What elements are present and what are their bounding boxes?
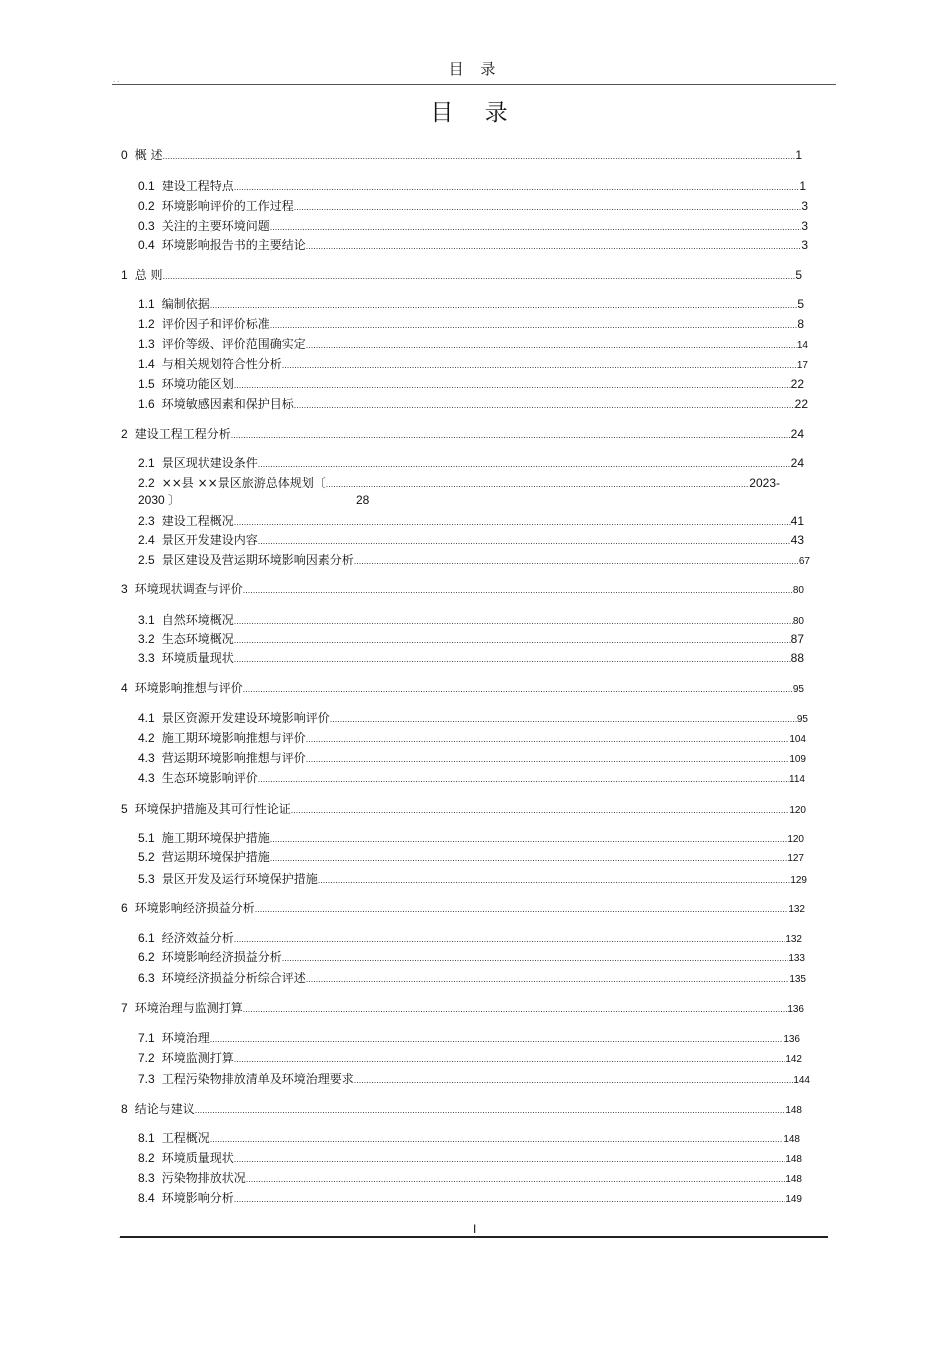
toc-entry-number: 3.2 xyxy=(138,632,155,646)
toc-chapter-entry[interactable] xyxy=(121,267,802,284)
toc-entry-page: 127 xyxy=(787,853,804,864)
toc-dot-leader xyxy=(234,179,800,195)
toc-dot-leader xyxy=(270,850,788,866)
header-corner-marks: · · xyxy=(113,78,120,86)
toc-section-entry[interactable] xyxy=(138,198,808,215)
toc-entry-page: 22 xyxy=(790,377,804,391)
toc-entry-page: 80 xyxy=(792,616,804,627)
toc-chapter-entry[interactable] xyxy=(121,680,804,698)
toc-section-entry[interactable] xyxy=(138,455,804,472)
toc-dot-leader xyxy=(306,731,790,747)
toc-dot-leader xyxy=(282,357,797,373)
toc-dot-leader xyxy=(234,613,793,629)
toc-entry-label: 施工期环境保护措施 xyxy=(161,831,270,845)
toc-section-entry[interactable] xyxy=(138,356,808,374)
toc-entry-page: 120 xyxy=(789,805,806,816)
toc-entry-number: 1.5 xyxy=(138,377,155,391)
toc-entry-label: 环境质量现状 xyxy=(161,651,234,665)
toc-entry-label: 环境质量现状 xyxy=(161,1151,234,1165)
toc-dot-leader xyxy=(243,681,793,697)
toc-entry-number: 1.4 xyxy=(138,357,155,371)
toc-entry-number: 6 xyxy=(121,901,128,915)
toc-entry-page: 5 xyxy=(797,297,804,311)
toc-dot-leader xyxy=(306,337,797,353)
toc-entry[interactable] xyxy=(138,475,780,508)
toc-entry-label: 景区资源开发建设环境影响评价 xyxy=(161,711,330,725)
toc-entry-label: 环境影响评价的工作过程 xyxy=(161,199,294,213)
toc-entry-page-continued: 28 xyxy=(356,493,370,507)
toc-entry-label: 环境功能区划 xyxy=(161,377,234,391)
toc-entry-label: 营运期环境保护措施 xyxy=(161,850,270,864)
toc-dot-leader xyxy=(234,1051,786,1067)
toc-entry-number: 1.2 xyxy=(138,317,155,331)
toc-entry-page: 149 xyxy=(785,1194,802,1205)
toc-section-entry[interactable] xyxy=(138,1130,800,1148)
toc-entry-number: 8 xyxy=(121,1102,128,1116)
toc-section-entry[interactable] xyxy=(138,1150,802,1168)
toc-entry-page: 80 xyxy=(792,585,804,596)
toc-entry-page: 144 xyxy=(793,1075,810,1086)
toc-entry-page: 114 xyxy=(789,774,805,785)
toc-entry-page: 148 xyxy=(785,1174,802,1185)
toc-entry-label: 工程概况 xyxy=(161,1131,210,1145)
toc-dot-leader xyxy=(306,971,790,987)
toc-entry-label: 建设工程概况 xyxy=(161,514,234,528)
toc-entry-label: 环境保护措施及其可行性论证 xyxy=(134,802,291,816)
toc-entry-number: 7.1 xyxy=(138,1031,155,1045)
toc-section-entry[interactable] xyxy=(138,930,802,948)
toc-entry-page: 120 xyxy=(787,834,804,845)
toc-entry-number: 0.2 xyxy=(138,199,155,213)
toc-entry-label: 经济效益分析 xyxy=(161,931,234,945)
toc-dot-leader xyxy=(270,831,788,847)
toc-entry-page: 67 xyxy=(798,556,810,567)
toc-entry-number: 4.1 xyxy=(138,711,155,725)
toc-entry-number: 5.2 xyxy=(138,850,155,864)
toc-entry-number: 6.1 xyxy=(138,931,155,945)
footer-rule xyxy=(120,1236,828,1238)
toc-entry-page: 8 xyxy=(797,317,804,331)
toc-entry-label: 环境治理与监测打算 xyxy=(134,1001,243,1015)
toc-entry-number: 1.6 xyxy=(138,397,155,411)
toc-entry-number: 4.2 xyxy=(138,731,155,745)
toc-entry-label: 景区开发及运行环境保护措施 xyxy=(161,872,318,886)
toc-entry-number: 0.3 xyxy=(138,219,155,233)
toc-entry-label: 景区开发建设内容 xyxy=(161,533,258,547)
toc-dot-leader xyxy=(163,268,796,284)
toc-section-entry[interactable] xyxy=(138,532,804,549)
toc-dot-leader xyxy=(258,533,791,549)
toc-entry-page: 148 xyxy=(785,1105,802,1116)
toc-entry-number: 8.2 xyxy=(138,1151,155,1165)
toc-entry-label: 关注的主要环境问题 xyxy=(161,219,270,233)
document-title: 目 录 xyxy=(430,100,520,126)
toc-dot-leader xyxy=(258,456,791,472)
toc-dot-leader xyxy=(210,297,798,313)
toc-entry-page: 2023- xyxy=(749,476,780,490)
toc-section-entry[interactable] xyxy=(138,1170,802,1188)
toc-entry-page: 148 xyxy=(783,1134,800,1145)
toc-dot-leader xyxy=(234,1191,786,1207)
toc-dot-leader xyxy=(195,1102,786,1118)
toc-entry-number: 2.5 xyxy=(138,553,155,567)
toc-entry-number: 0.4 xyxy=(138,238,155,252)
toc-entry-number: 0 xyxy=(121,148,128,162)
toc-entry-number: 6.2 xyxy=(138,950,155,964)
toc-section-entry[interactable] xyxy=(138,770,805,788)
toc-dot-leader xyxy=(326,476,750,492)
toc-entry-page: 135 xyxy=(789,974,806,985)
toc-entry-label: 概 述 xyxy=(134,148,163,162)
toc-entry-page: 142 xyxy=(785,1054,802,1065)
toc-dot-leader xyxy=(306,238,802,254)
toc-entry-page: 43 xyxy=(790,533,804,547)
header-rule xyxy=(112,84,836,85)
toc-section-entry[interactable] xyxy=(138,1030,800,1048)
toc-section-entry[interactable] xyxy=(138,710,808,728)
toc-entry-label: 施工期环境影响推想与评价 xyxy=(161,731,306,745)
toc-entry-page: 1 xyxy=(795,148,802,162)
toc-section-entry[interactable] xyxy=(138,871,807,889)
toc-entry-label: 景区现状建设条件 xyxy=(161,456,258,470)
toc-dot-leader xyxy=(234,1151,786,1167)
toc-dot-leader xyxy=(210,1131,784,1147)
toc-entry-page: 3 xyxy=(801,219,808,233)
toc-entry-page: 109 xyxy=(789,754,806,765)
toc-entry-number: 6.3 xyxy=(138,971,155,985)
toc-entry-page: 132 xyxy=(785,934,802,945)
toc-entry-number: 4.3 xyxy=(138,771,155,785)
toc-entry-label: 环境经济损益分析综合评述 xyxy=(161,971,306,985)
toc-chapter-entry[interactable] xyxy=(121,801,806,819)
toc-chapter-entry[interactable] xyxy=(121,1101,802,1119)
toc-entry-number: 8.1 xyxy=(138,1131,155,1145)
toc-entry-page: 132 xyxy=(788,904,805,915)
toc-entry-number: 4 xyxy=(121,681,128,695)
toc-entry-label: ××县 ××景区旅游总体规划〔 xyxy=(161,476,326,490)
toc-entry-number: 8.3 xyxy=(138,1171,155,1185)
toc-entry-label: 自然环境概况 xyxy=(161,613,234,627)
toc-dot-leader xyxy=(270,219,802,235)
toc-section-entry[interactable] xyxy=(138,730,806,748)
toc-entry-label: 污染物排放状况 xyxy=(161,1171,246,1185)
toc-section-entry[interactable] xyxy=(138,1071,810,1089)
toc-entry-number: 1.3 xyxy=(138,337,155,351)
toc-entry-number: 7.3 xyxy=(138,1072,155,1086)
toc-section-entry[interactable] xyxy=(138,296,804,313)
toc-entry-number: 2.3 xyxy=(138,514,155,528)
toc-dot-leader xyxy=(234,632,791,648)
toc-dot-leader xyxy=(258,771,789,787)
toc-chapter-entry[interactable] xyxy=(121,900,805,918)
toc-section-entry[interactable] xyxy=(138,1050,802,1068)
toc-dot-leader xyxy=(270,317,798,333)
toc-entry-number: 7.2 xyxy=(138,1051,155,1065)
toc-entry-page: 3 xyxy=(801,199,808,213)
toc-entry-label: 编制依据 xyxy=(161,297,210,311)
toc-section-entry[interactable] xyxy=(138,1190,802,1208)
toc-entry-page: 136 xyxy=(783,1034,800,1045)
toc-entry-page: 22 xyxy=(794,397,808,411)
toc-entry-label: 工程污染物排放清单及环境治理要求 xyxy=(161,1072,354,1086)
toc-chapter-entry[interactable] xyxy=(121,1000,804,1018)
toc-chapter-entry[interactable] xyxy=(121,581,804,599)
toc-section-entry[interactable] xyxy=(138,970,806,988)
toc-entry-label: 环境影响报告书的主要结论 xyxy=(161,238,306,252)
toc-dot-leader xyxy=(330,711,797,727)
toc-section-entry[interactable] xyxy=(138,218,808,235)
toc-chapter-entry[interactable] xyxy=(121,426,804,443)
toc-entry-number: 5.3 xyxy=(138,872,155,886)
toc-dot-leader xyxy=(234,651,791,667)
toc-dot-leader xyxy=(243,582,793,598)
toc-dot-leader xyxy=(210,1031,784,1047)
toc-dot-leader xyxy=(318,872,791,888)
toc-section-entry[interactable] xyxy=(138,612,804,630)
toc-entry-label: 环境影响分析 xyxy=(161,1191,234,1205)
toc-entry-label-continued: 2030 〕 xyxy=(138,493,181,507)
toc-dot-leader xyxy=(354,553,799,569)
toc-entry-label: 营运期环境影响推想与评价 xyxy=(161,751,306,765)
toc-dot-leader xyxy=(282,950,789,966)
footer-page-number: I xyxy=(473,1222,477,1236)
toc-entry-label: 环境现状调查与评价 xyxy=(134,582,243,596)
toc-section-entry[interactable] xyxy=(138,178,806,195)
toc-entry-page: 14 xyxy=(796,340,808,351)
toc-section-entry[interactable] xyxy=(138,336,808,354)
toc-dot-leader xyxy=(294,199,802,215)
toc-entry-number: 2.4 xyxy=(138,533,155,547)
toc-entry-label: 景区建设及营运期环境影响因素分析 xyxy=(161,553,354,567)
toc-entry-number: 0.1 xyxy=(138,179,155,193)
toc-entry-label: 建设工程工程分析 xyxy=(134,427,231,441)
toc-dot-leader xyxy=(234,931,786,947)
toc-entry-number: 4.3 xyxy=(138,751,155,765)
toc-section-entry[interactable] xyxy=(138,552,810,570)
toc-section-entry[interactable] xyxy=(138,830,804,848)
toc-dot-leader xyxy=(291,802,790,818)
toc-entry-page: 129 xyxy=(790,875,807,886)
toc-entry-label: 环境影响经济损益分析 xyxy=(161,950,282,964)
toc-entry-number: 1.1 xyxy=(138,297,155,311)
toc-entry-label: 生态环境影响评价 xyxy=(161,771,258,785)
toc-entry-number: 3 xyxy=(121,582,128,596)
toc-entry-page: 148 xyxy=(785,1154,802,1165)
toc-entry-number: 3.3 xyxy=(138,651,155,665)
toc-dot-leader xyxy=(294,397,795,413)
toc-entry-page: 95 xyxy=(792,684,804,695)
toc-entry-page: 133 xyxy=(788,953,805,964)
toc-entry-label: 环境影响推想与评价 xyxy=(134,681,243,695)
toc-entry-number: 5.1 xyxy=(138,831,155,845)
toc-entry-page: 5 xyxy=(795,268,802,282)
toc-dot-leader xyxy=(234,377,791,393)
toc-entry-number: 2.2 xyxy=(138,476,155,490)
toc-entry-label: 环境影响经济损益分析 xyxy=(134,901,255,915)
toc-section-entry[interactable] xyxy=(138,631,804,648)
toc-entry-number: 7 xyxy=(121,1001,128,1015)
toc-entry-page: 95 xyxy=(796,714,808,725)
toc-entry-label: 与相关规划符合性分析 xyxy=(161,357,282,371)
toc-dot-leader xyxy=(255,901,789,917)
toc-entry-label: 结论与建议 xyxy=(134,1102,195,1116)
toc-entry-label: 总 则 xyxy=(134,268,163,282)
toc-section-entry[interactable] xyxy=(138,237,808,254)
toc-dot-leader xyxy=(231,427,791,443)
toc-dot-leader xyxy=(246,1171,786,1187)
toc-entry-label: 环境敏感因素和保护目标 xyxy=(161,397,294,411)
toc-entry-number: 2.1 xyxy=(138,456,155,470)
toc-entry-page: 24 xyxy=(790,427,804,441)
toc-entry-number: 2 xyxy=(121,427,128,441)
toc-section-entry[interactable] xyxy=(138,949,805,967)
toc-entry-label: 环境治理 xyxy=(161,1031,210,1045)
toc-entry-page: 104 xyxy=(789,734,806,745)
toc-chapter-entry[interactable] xyxy=(121,147,802,164)
toc-section-entry[interactable] xyxy=(138,396,808,413)
toc-entry-label: 生态环境概况 xyxy=(161,632,234,646)
toc-entry-page: 41 xyxy=(790,514,804,528)
toc-dot-leader xyxy=(354,1072,794,1088)
toc-dot-leader xyxy=(234,514,791,530)
toc-entry-number: 3.1 xyxy=(138,613,155,627)
toc-entry-label: 环境监测打算 xyxy=(161,1051,234,1065)
toc-entry-page: 17 xyxy=(796,360,808,371)
toc-entry-number: 5 xyxy=(121,802,128,816)
toc-entry-number: 8.4 xyxy=(138,1191,155,1205)
toc-section-entry[interactable] xyxy=(138,376,804,393)
toc-entry-label: 评价等级、评价范围确实定 xyxy=(161,337,306,351)
footer-corner-marks: · xyxy=(118,1234,121,1242)
toc-entry-page: 136 xyxy=(787,1004,804,1015)
header-title: 目 录 xyxy=(448,60,502,78)
toc-section-entry[interactable] xyxy=(138,316,804,333)
toc-entry-page: 87 xyxy=(790,632,804,646)
toc-section-entry[interactable] xyxy=(138,750,806,768)
toc-entry-page: 1 xyxy=(799,179,806,193)
toc-entry-page: 88 xyxy=(790,651,804,665)
toc-entry-label: 评价因子和评价标准 xyxy=(161,317,270,331)
toc-entry-page: 3 xyxy=(801,238,808,252)
toc-dot-leader xyxy=(163,148,796,164)
toc-section-entry[interactable] xyxy=(138,650,804,667)
toc-section-entry[interactable] xyxy=(138,849,804,867)
toc-entry-number: 1 xyxy=(121,268,128,282)
toc-entry-page: 24 xyxy=(790,456,804,470)
toc-entry-label: 建设工程特点 xyxy=(161,179,234,193)
toc-dot-leader xyxy=(306,751,790,767)
toc-section-entry[interactable] xyxy=(138,513,804,530)
toc-dot-leader xyxy=(243,1001,788,1017)
